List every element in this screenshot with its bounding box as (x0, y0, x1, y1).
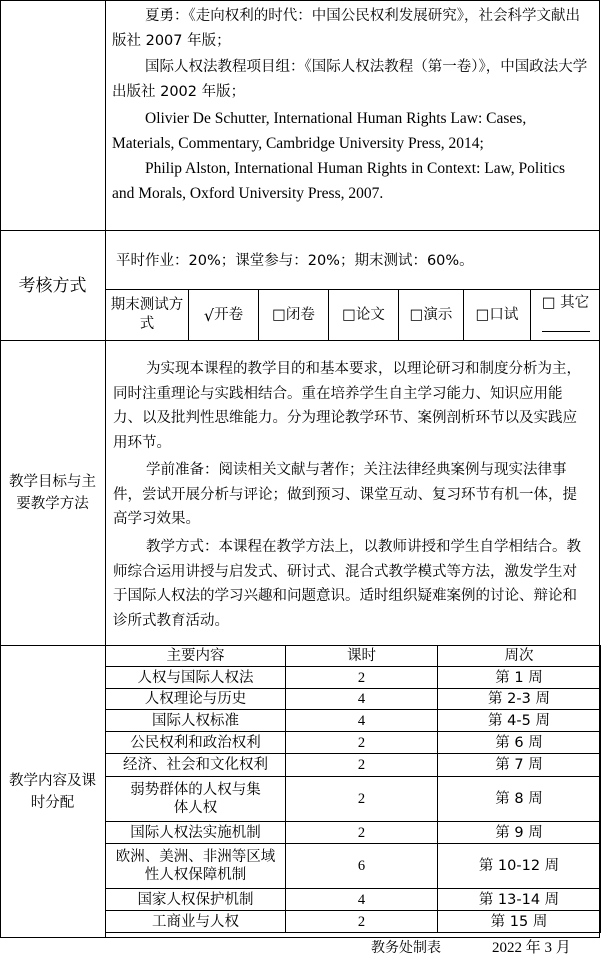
table-row: 弱势群体的人权与集体人权 2 第 8 周 (106, 777, 601, 822)
checkbox-icon: □ (475, 306, 490, 323)
table-row: 人权理论与历史 4 第 2-3 周 (106, 689, 601, 710)
header-weeks: 周次 (438, 646, 601, 667)
schedule-header-row (106, 646, 601, 667)
checkbox-icon: □ (409, 306, 424, 323)
table-row: 工商业与人权 2 第 15 周 (106, 911, 601, 933)
table-row: 国际人权法实施机制 2 第 9 周 (106, 822, 601, 844)
table-row: 公民权利和政治权利 2 第 6 周 (106, 732, 601, 754)
assessment-weights: 平时作业：20%；课堂参与：20%；期末测试：60%。 (116, 253, 474, 269)
checkbox-icon: □ (272, 306, 286, 323)
reference-item: 夏勇：《走向权利的时代：中国公民权利发展研究》，社会科学文献出版社 2007 年版； (112, 8, 580, 49)
table-row: 国家人权保护机制 4 第 13-14 周 (106, 889, 601, 911)
objectives-label: 教学目标与主要教学方法 (9, 474, 96, 512)
exam-option-presentation[interactable]: □ 演示 (409, 306, 453, 323)
final-exam-mode-label: 期末测试方式 (110, 297, 184, 332)
reference-item: Philip Alston, International Human Rights in Context: Law, Politics and Morals, Oxford University Press, 2007. (112, 160, 566, 202)
objectives-paragraph: 为实现本课程的教学目的和基本要求，以理论研习和制度分析为主，同时注重理论与实践相结合。重在培养学生自主学习能力、知识应用能力、以及批判性思维能力。分为理论教学环节、案例剖析环节以及实践应用环节。 (113, 361, 581, 451)
checkbox-icon: □ (342, 306, 356, 323)
reference-item: Olivier De Schutter, International Human Rights Law: Cases, Materials, Commentary, Cambridge University Press, 2014; (112, 110, 527, 152)
exam-option-paper[interactable]: □ 论文 (342, 306, 385, 323)
check-mark-icon: √ (203, 305, 215, 325)
objectives-paragraph: 教学方式：本课程在教学方法上，以教师讲授和学生自学相结合。教师综合运用讲授与启发式、研讨式、混合式教学模式等方法，激发学生对于国际人权法的学习兴趣和问题意识。适时组织疑难案例的讨论、辩论和诊所式教育活动。 (113, 539, 581, 629)
table-row: 经济、社会和文化权利 2 第 7 周 (106, 754, 601, 777)
table-row: 国际人权标准 4 第 4-5 周 (106, 710, 601, 732)
table-row: 人权与国际人权法 2 第 1 周 (106, 667, 601, 689)
table-row: 欧洲、美洲、非洲等区域性人权保障机制 6 第 10-12 周 (106, 844, 601, 889)
schedule-label: 教学内容及课时分配 (9, 773, 96, 811)
exam-option-other[interactable]: □ 其它 (531, 290, 600, 340)
header-content: 主要内容 (106, 646, 286, 667)
reference-item: 国际人权法教程项目组：《国际人权法教程（第一卷）》，中国政法大学出版社 2002 年版； (112, 59, 588, 100)
exam-option-oral[interactable]: □ 口试 (475, 306, 519, 323)
checkbox-icon: □ (541, 295, 556, 311)
objectives-paragraph: 学前准备：阅读相关文献与著作；关注法律经典案例与现实法律事件，尝试开展分析与评论；做到预习、课堂互动、复习环节有机一体，提高学习效果。 (113, 462, 577, 527)
schedule-table (105, 645, 601, 933)
footer-date: 2022 年 3 月 (492, 940, 571, 956)
exam-option-closed-book[interactable]: □ 闭卷 (272, 306, 315, 323)
other-blank-line[interactable] (542, 313, 590, 332)
header-hours: 课时 (286, 646, 438, 667)
footer-maker: 教务处制表 (371, 940, 441, 956)
assessment-label: 考核方式 (18, 275, 87, 296)
exam-option-open-book[interactable]: √ 开卷 (203, 305, 244, 325)
